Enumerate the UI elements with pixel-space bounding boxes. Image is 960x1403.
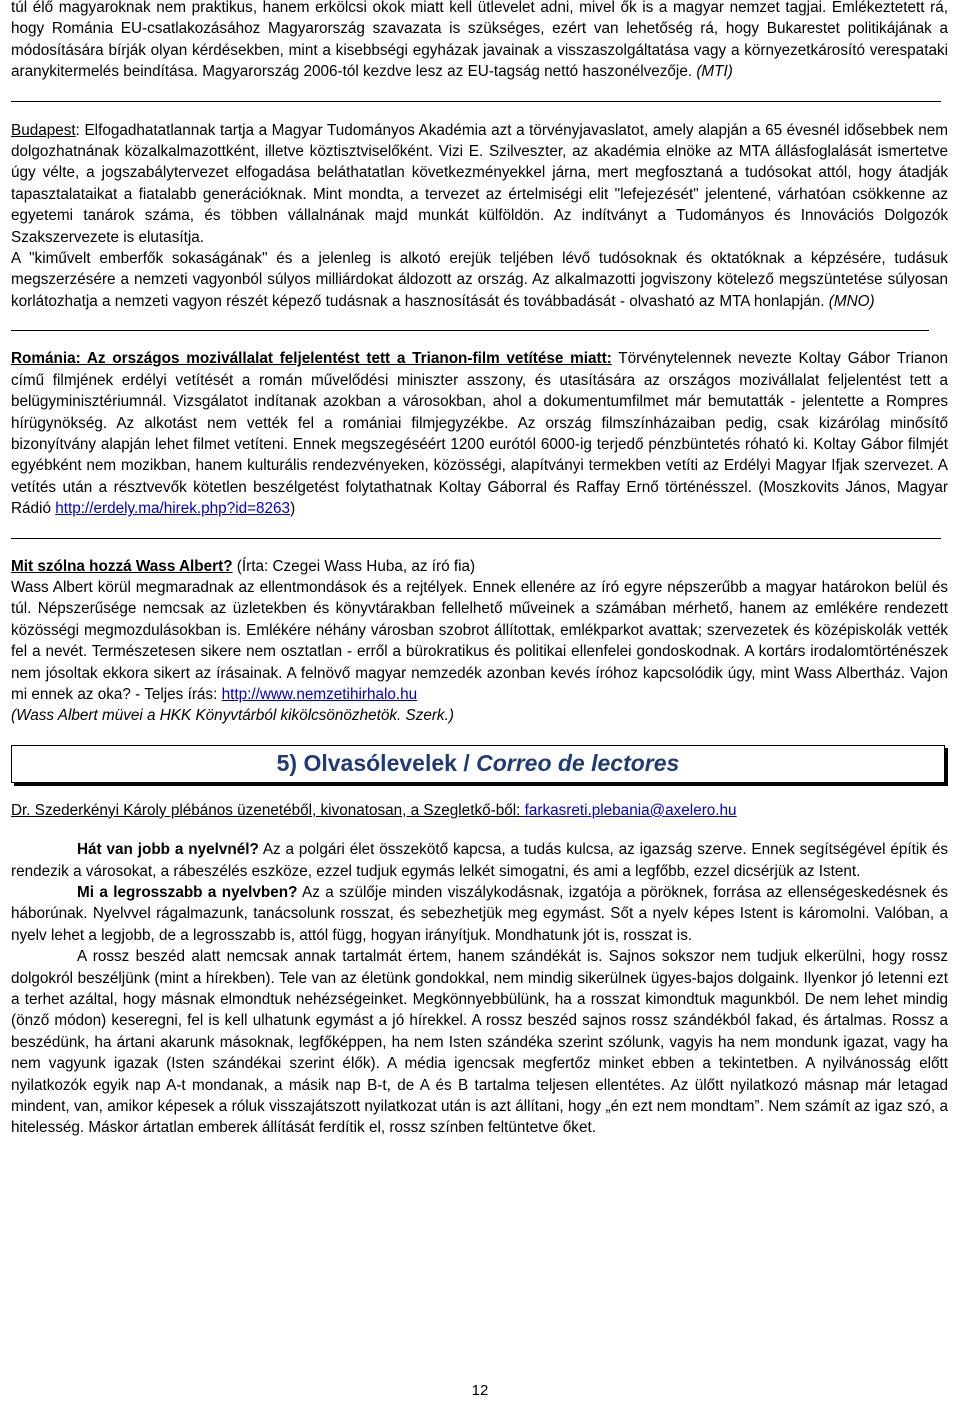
section-prefix: 5) Olvasólevelek / (276, 750, 477, 777)
romania-heading: Románia: Az országos mozivállalat feljelentést tett a Trianon-film vetítése miatt: (11, 350, 612, 368)
budapest-place: Budapest (11, 121, 76, 139)
letter-intro-line (11, 800, 948, 821)
document-page (11, 0, 948, 1139)
intro-text: túl élő magyaroknak nem praktikus, hanem erkölcsi okok miatt kell ütlevelet adni, mivel ők is a magyar nemzet tagjai. Emlékeztetett rá, hogy Románia EU-csatlakozásához Magyarország szavazata is szükséges, ezért van lehetőség rá, hogy Bukarestet politikájának a módosítására bírják olyan kérdésekben, mint a kisebbségi egyházak javainak a visszaszolgáltatása vagy a környezetkárosító verespataki aranykitermelés beindítása. Magyarország 2006-tól kezdve lesz az EU-tagság nettó haszonélvezője. (11, 0, 948, 81)
letter-intro: Dr. Szederkényi Károly plébános üzenetéből, kivonatosan, a Szegletkő-ből: (11, 801, 521, 819)
letter-paragraph-2 (11, 882, 948, 946)
budapest-paragraph: Budapest: Elfogadhatatlannak tartja a Magyar Tudományos Akadémia azt a törvényjavaslatot, amely alapján a 65 évesnél idősebbek nem dolgozhatnának közalkalmazottként, illetve köztisztviselőként. Vizi E. Szilveszter, az akadémia elnöke az MTA állásfoglalását ismertetve úgy vélte, a jogszabálytervezet elfogadása beláthatatlan következményekkel járna, mert megfosztaná a tudósokat attól, hogy átadják tapasztalataikat a fiatalabb generációknak. Mint mondta, a tervezet az értelmiségi elit "lefejezését" jelentené, várhatóan csökkenne az egyetemi tanárok száma, és többen vállalnának majd munkát külföldön. Az indítványt a Tudományos és Innovációs Dolgozók Szakszervezete is elutasítja. (11, 121, 949, 246)
wass-heading-line (11, 556, 948, 577)
budapest-paragraph-2 (11, 248, 948, 312)
section-heading (276, 750, 680, 777)
intro-paragraph (11, 0, 948, 83)
wass-note: (Wass Albert müvei a HKK Könyvtárból kikölcsönözhetök. Szerk.) (11, 707, 454, 725)
letter-p2-lead: Mi a legrosszabb a nyelvben? (77, 884, 298, 901)
letter-email-link[interactable]: farkasreti.plebania@axelero.hu (524, 801, 737, 819)
romania-close: ) (290, 500, 296, 518)
section-title-italic: Correo de lectores (476, 750, 680, 777)
romania-paragraph (11, 348, 948, 519)
divider (11, 101, 941, 102)
intro-source: (MTI) (696, 63, 733, 81)
letter-p1-text: Az a polgári élet összekötő kapcsa, a tudás kulcsa, az igazság szerve. Ennek segítségével építik és rendezik a városokat, a rábeszélés eszköze, ezzel tudjuk egymás lelkét simogatni, és ami a legfőbb, ezzel dicsérjük az Istent. (11, 841, 949, 880)
letter-p2-text: Az a szülője minden viszálykodásnak, izgatója a pöröknek, forrása az ellenségeskedésnek és háborúnak. Nyelvvel rágalmazunk, tanácsolunk rosszat, és sebezhetjük meg egymást. Sőt a nyelv képes Istent is káromolni. Valóban, a nyelv lehet a legjobb, de a legrosszabb is, attól függ, hogyan irányítjuk. Mondhatunk jót is, rosszat is. (11, 884, 948, 944)
section-heading-box (11, 745, 945, 783)
budapest-source: (MNO) (828, 292, 875, 310)
wass-link[interactable]: http://www.nemzetihirhalo.hu (221, 685, 418, 703)
wass-byline: (Írta: Czegei Wass Huba, az író fia) (236, 557, 476, 575)
letter-p1-lead: Hát van jobb a nyelvnél? (77, 841, 259, 859)
divider (11, 538, 941, 539)
page-number: 12 (471, 1382, 489, 1399)
divider (11, 330, 929, 331)
wass-heading: Mit szólna hozzá Wass Albert? (11, 557, 233, 575)
wass-paragraph (11, 577, 948, 705)
budapest-text-1: Elfogadhatatlannak tartja a Magyar Tudományos Akadémia azt a törvényjavaslatot, amely alapján a 65 évesnél idősebbek nem dolgozhatnának közalkalmazottként, illetve köztisztviselőként. Vizi E. Szilveszter, az akadémia elnöke az MTA állásfoglalását ismertetve úgy vélte, a jogszabálytervezet elfogadása beláthatatlan következményekkel járna, mert megfosztaná a tudósokat attól, hogy átadják tapasztalataikat a fiatalabb generációknak. Mint mondta, a tervezet az értelmiségi elit "lefejezését" jelentené, várhatóan csökkenne az egyetemi tanárok száma, és többen vállalnának majd munkát külföldön. Az indítványt a Tudományos és Innovációs Dolgozók Szakszervezete is elutasítja. (11, 121, 949, 246)
budapest-text-2: A "kiművelt emberfők sokaságának" és a jelenleg is alkotó erejük teljében lévő tudósoknak és oktatóknak a képzésére, tudásuk megszerzésére a nemzeti vagyonból súlyos milliárdokat áldozott az ország. Az alkalmazotti jogviszony kötelező megszüntetése súlyosan korlátozhatja a nemzeti vagyon részét képező tudásnak a hasznosítását és továbbadását - olvasható az MTA honlapján. (11, 250, 948, 310)
romania-text: Törvénytelennek nevezte Koltay Gábor Trianon című filmjének erdélyi vetítését a román művelődési miniszter asszony, és utasítására az országos mozivállalat feljelentést tett a belügyminisztériumnál. Vizsgálatot indítanak azokban a városokban, ahol a dokumentumfilmet már bemutatták - jelentette a Rompres hírügynökség. Az alkotást nem vették fel a romániai filmjegyzékbe. Az ország filmszínházaiban pedig, csak kizárólag minősítő bizonyítvány alapján lehet filmet vetíteni. Ennek megszegéséért 1200 eurótól 6000-ig terjedő pénzbüntetés róható ki. Koltay Gábor filmjét egyébként nem mozikban, hanem kulturális rendezvényeken, közösségi, alapítványi termekben vetíti az Erdélyi Magyar Ifjak szervezet. A vetítés után a résztvevők kötetlen beszélgetést folytathatnak Koltay Gáborral és Raffay Ernő történésszel. (Moszkovits János, Magyar Rádió (11, 350, 948, 518)
romania-link[interactable]: http://erdely.ma/hirek.php?id=8263 (55, 500, 291, 518)
letter-paragraph-3: A rossz beszéd alatt nemcsak annak tartalmát értem, hanem szándékát is. Sajnos sokszor nem tudjuk elkerülni, hogy rossz dolgokról beszéljünk (mint a hírekben). Tele van az életünk gondokkal, nem mindig sikerülnek ügyes-bajos dolgaink. Ilyenkor jó letenni ezt a terhet azáltal, hogy másnak elmondtuk nehézségeinket. Megkönnyebbülünk, ha a rosszat kimondtuk magunkból. De nem lehet mindig (önző módon) keseregni, fel is kell ulhatunk egymást a jó hírekkel. A rossz beszéd sajnos rossz szándékból fakad, és ártalmas. Rossz a beszédünk, ha ártani akarunk másoknak, legfőképpen, ha nem Isten szándéka szerint szólunk, vagyis ha nem mondunk igazat, vagy ha nem vagyunk igazak (Isten szándékai szerint élők). A média igencsak megfertőz minket ebben a tekintetben. A nyilvánosság előtt nyilatkozók egyik nap A-t mondanak, a másik nap B-t, de A és B tartalma teljesen ellentétes. Az ülőtt nyilatkozó másnap már letagad mindent, van, amikor képesek a róluk visszajátszott nyilatkozat után is azt állítani, hogy „én ezt nem mondtam”. Nem számít az igaz szó, a hitelesség. Máskor ártatlan emberek állítását ferdítik el, rossz színben feltüntetve őket. (11, 948, 948, 1137)
letter-paragraph-1 (11, 839, 948, 882)
wass-text: Wass Albert körül megmaradnak az ellentmondások és a rejtélyek. Ennek ellenére az író egyre népszerűbb a magyar határokon belül és túl. Népszerűsége nemcsak az üzletekben és könyvtárakban fellelhető műveinek a számában mérhető, hanem az emlékére rendezett közösségi megmozdulásokban is. Emlékére néhány városban szobrot állítottak, emlékparkot avattak; szervezetek és középiskolák vették fel a nevét. Természetesen sikere nem osztatlan - erről a bürokratikus és politikai ellenfelei gondoskodnak. A kortárs irodalomtörténészek nem jósoltak ekkora sikert az írásainak. A felnövő magyar nemzedék azonban kevés íróhoz kapcsolódik úgy, mint Wass Albertház. Vajon mi ennek az oka? - Teljes írás: (11, 578, 948, 703)
